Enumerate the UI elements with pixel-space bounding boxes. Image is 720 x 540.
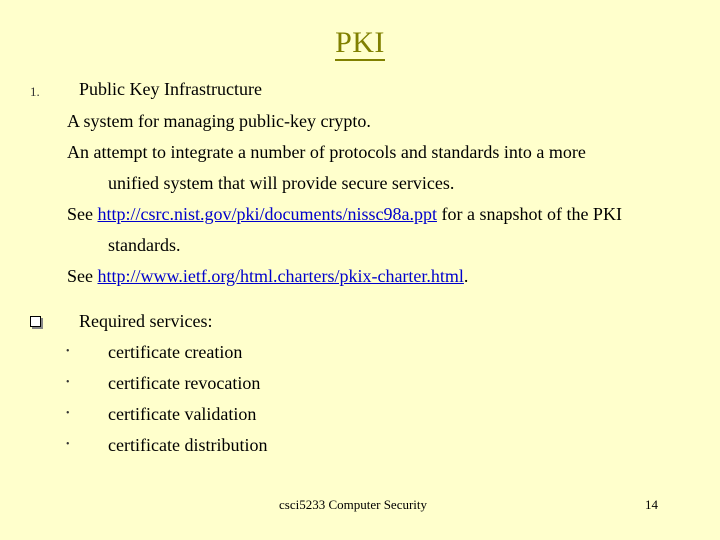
see-suffix: for a snapshot of the PKI <box>436 204 622 224</box>
footer-course: csci5233 Computer Security <box>279 497 428 512</box>
nist-link[interactable]: http://csrc.nist.gov/pki/documents/nissc98a.ppt <box>97 204 437 224</box>
list-item: certificate creation <box>108 342 243 362</box>
footer-page-number: 14 <box>645 497 658 512</box>
body-line-standards: standards. <box>108 235 181 255</box>
section-heading-services: Required services: <box>79 311 213 331</box>
bullet-icon: • <box>66 408 70 419</box>
body-line-attempt: An attempt to integrate a number of protocols and standards into a more <box>67 142 586 162</box>
section-number: 1. <box>30 84 40 99</box>
see-prefix: See <box>67 204 98 224</box>
ietf-link[interactable]: http://www.ietf.org/html.charters/pkix-charter.html <box>97 266 464 286</box>
list-item: certificate revocation <box>108 373 261 393</box>
checkbox-bullet-icon <box>30 316 41 327</box>
see-suffix-2: . <box>463 266 469 286</box>
section-heading-pki: Public Key Infrastructure <box>79 79 262 99</box>
bullet-icon: • <box>66 346 70 357</box>
body-line-see-ietf <box>67 265 468 287</box>
bullet-icon: • <box>66 377 70 388</box>
slide-title <box>0 26 720 60</box>
slide-title-text: PKI <box>335 26 385 59</box>
list-item: certificate distribution <box>108 435 268 455</box>
body-line-attempt-cont: unified system that will provide secure services. <box>108 173 455 193</box>
list-item: certificate validation <box>108 404 257 424</box>
bullet-icon: • <box>66 439 70 450</box>
see-prefix-2: See <box>67 266 98 286</box>
body-line-see-nist <box>67 203 622 225</box>
body-line-system: A system for managing public-key crypto. <box>67 111 371 131</box>
